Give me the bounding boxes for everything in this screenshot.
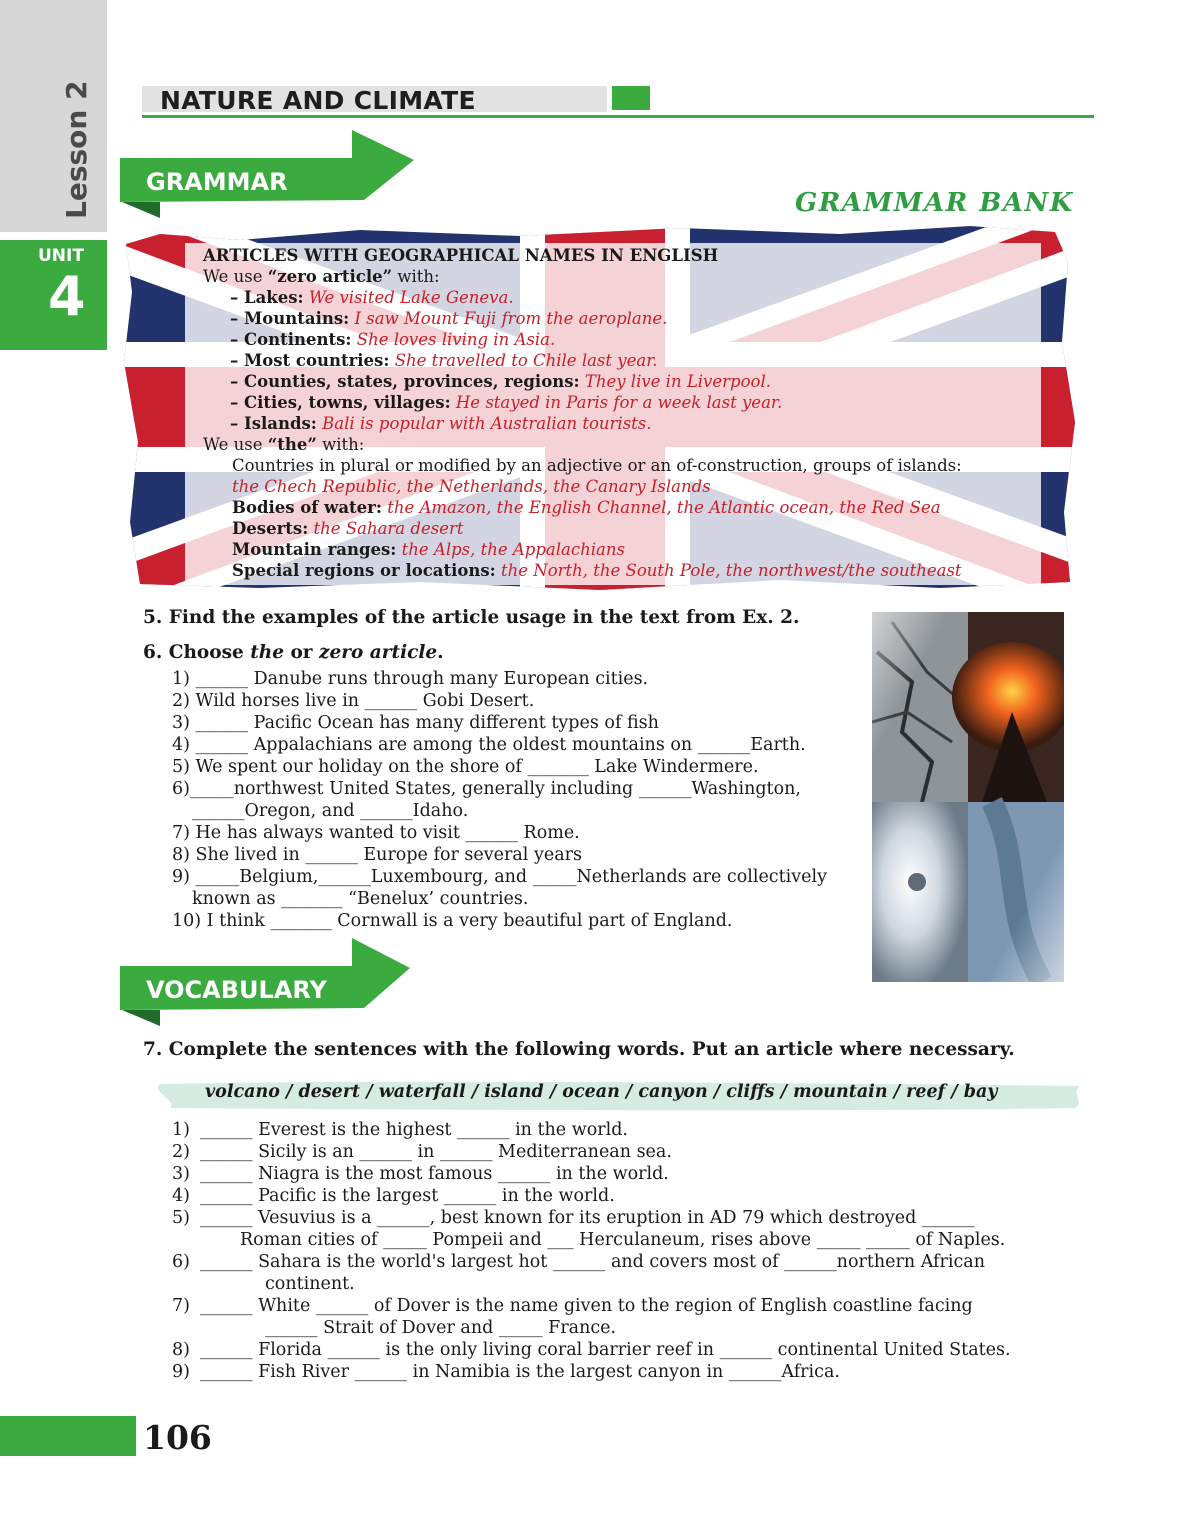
exercise-7-list [172, 1119, 1011, 1383]
grammar-banner [118, 130, 418, 220]
the-rule-plural-example: the Chech Republic, the Netherlands, the Canary Islands [232, 477, 711, 496]
zero-rule-item: – Continents: She loves living in Asia. [230, 330, 556, 349]
exercise-6-title: 6. Choose the or zero article. [143, 642, 444, 663]
grammar-rules-title: ARTICLES WITH GEOGRAPHICAL NAMES IN ENGLISH [203, 246, 719, 265]
exercise-item: 6) ______ Sahara is the world's largest hot ______ and covers most of ______northern African [172, 1252, 985, 1272]
lesson-label: Lesson 2 [60, 80, 93, 219]
unit-number: 4 [48, 265, 86, 328]
exercise-item-continued: Roman cities of _____ Pompeii and ___ Herculaneum, rises above _____ _____ of Naples. [240, 1230, 1006, 1250]
exercise-item: 9) _____Belgium,______Luxembourg, and _____Netherlands are collectively [172, 867, 827, 887]
exercise-item: 10) I think _______ Cornwall is a very beautiful part of England. [172, 911, 733, 931]
nature-photo-collage [872, 612, 1064, 982]
exercise-item: 6)_____northwest United States, generally including ______Washington, [172, 779, 801, 799]
grammar-banner-label: GRAMMAR [146, 168, 288, 196]
header-rule [142, 115, 1094, 118]
exercise-item: 9) ______ Fish River ______ in Namibia is the largest canyon in ______Africa. [172, 1362, 840, 1382]
exercise-5-title: 5. Find the examples of the article usage in the text from Ex. 2. [143, 607, 800, 628]
exercise-item: 5) We spent our holiday on the shore of _______ Lake Windermere. [172, 757, 759, 777]
exercise-item-continued: ______Oregon, and ______Idaho. [192, 801, 469, 821]
exercise-item: 4) ______ Pacific is the largest ______ in the world. [172, 1186, 615, 1206]
exercise-7-title: 7. Complete the sentences with the following words. Put an article where necessary. [143, 1039, 1015, 1060]
zero-rule-item: – Most countries: She travelled to Chile last year. [230, 351, 658, 370]
exercise-item: 2) Wild horses live in ______ Gobi Desert. [172, 691, 535, 711]
zero-article-intro: We use “zero article” with: [203, 267, 440, 286]
zero-rule-item: – Mountains: I saw Mount Fuji from the aeroplane. [230, 309, 668, 328]
exercise-item-continued: known as _______ “Benelux’ countries. [192, 889, 529, 909]
exercise-6-list [172, 668, 827, 932]
unit-badge [0, 240, 107, 350]
footer-bar [0, 1416, 136, 1456]
exercise-item: 1) ______ Everest is the highest ______ in the world. [172, 1120, 628, 1140]
the-rule-item: Bodies of water: the Amazon, the English Channel, the Atlantic ocean, the Red Sea [232, 498, 941, 517]
vocabulary-banner [118, 938, 418, 1028]
exercise-item: 7) ______ White ______ of Dover is the name given to the region of English coastline facing [172, 1296, 973, 1316]
the-rule-plural: Countries in plural or modified by an adjective or an of-construction, groups of islands: [232, 456, 962, 475]
zero-rule-item: – Counties, states, provinces, regions: They live in Liverpool. [230, 372, 771, 391]
the-rule-item: Deserts: the Sahara desert [232, 519, 464, 538]
zero-rule-item: – Cities, towns, villages: He stayed in Paris for a week last year. [230, 393, 783, 412]
exercise-item: 2) ______ Sicily is an ______ in ______ Mediterranean sea. [172, 1142, 672, 1162]
grammar-rules [203, 245, 1063, 581]
unit-label: UNIT [38, 246, 84, 266]
zero-rule-item: – Islands: Bali is popular with Australian tourists. [230, 414, 652, 433]
page-number: 106 [143, 1418, 212, 1457]
the-article-intro: We use “the” with: [203, 435, 365, 454]
word-bank: volcano / desert / waterfall / island / ocean / canyon / cliffs / mountain / reef / bay [205, 1082, 998, 1102]
grammar-bank-title: GRAMMAR BANK [795, 188, 1074, 218]
exercise-item: 8) She lived in ______ Europe for several years [172, 845, 582, 865]
the-rule-item: Mountain ranges: the Alps, the Appalachians [232, 540, 625, 559]
exercise-item-continued: continent. [265, 1274, 355, 1294]
exercise-item: 3) ______ Pacific Ocean has many different types of fish [172, 713, 659, 733]
exercise-item: 4) ______ Appalachians are among the oldest mountains on ______Earth. [172, 735, 806, 755]
exercise-item: 5) ______ Vesuvius is a ______, best known for its eruption in AD 79 which destroyed ______ [172, 1208, 975, 1228]
header-accent [612, 86, 650, 110]
the-rule-item: Special regions or locations: the North, the South Pole, the northwest/the southeast [232, 561, 962, 580]
vocabulary-banner-label: VOCABULARY [146, 976, 327, 1004]
zero-rule-item: – Lakes: We visited Lake Geneva. [230, 288, 514, 307]
page-title: NATURE AND CLIMATE [160, 86, 476, 115]
exercise-item: 1) ______ Danube runs through many European cities. [172, 669, 649, 689]
disaster-photos-icon [872, 612, 1064, 982]
exercise-item-continued: ______ Strait of Dover and _____ France. [265, 1318, 617, 1338]
exercise-item: 3) ______ Niagra is the most famous ______ in the world. [172, 1164, 669, 1184]
exercise-item: 7) He has always wanted to visit ______ Rome. [172, 823, 580, 843]
exercise-item: 8) ______ Florida ______ is the only living coral barrier reef in ______ continental United States. [172, 1340, 1011, 1360]
